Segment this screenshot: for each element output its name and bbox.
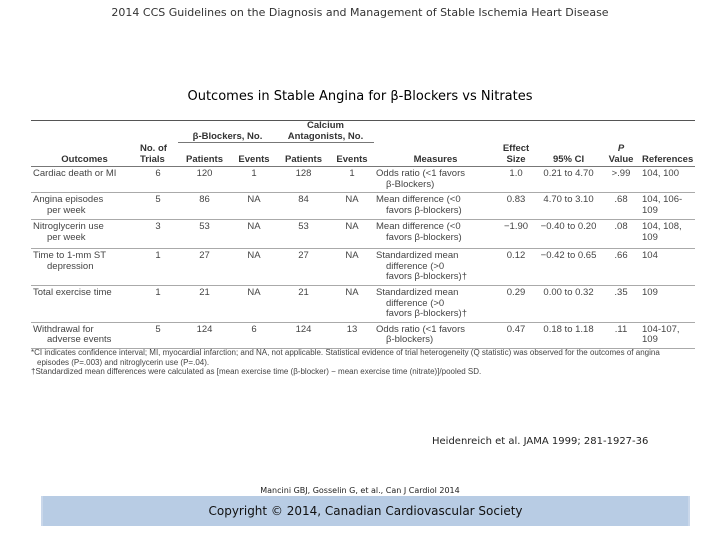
table-row: [31, 220, 695, 249]
cell-effect-size: 0.83: [497, 193, 535, 220]
cell-p-value: .68: [602, 193, 640, 220]
cell-measure: Odds ratio (<1 favors β-Blockers): [374, 167, 497, 193]
header-title: 2014 CCS Guidelines on the Diagnosis and Management of Stable Ischemia Heart Disease: [111, 6, 609, 19]
cell-trials: 1: [138, 249, 178, 286]
cell-p-value: >.99: [602, 167, 640, 193]
group-spacer: [31, 121, 138, 143]
cell-cca-patients: 128: [277, 167, 330, 193]
table-column-header-row: [31, 143, 695, 167]
table-row: [31, 167, 695, 193]
citation-heidenreich: Heidenreich et al. JAMA 1999; 281-1927-36: [432, 436, 649, 447]
column-header-p-value: P Value: [602, 143, 640, 167]
cell-bb-patients: 21: [178, 286, 231, 323]
cell-effect-size: 0.29: [497, 286, 535, 323]
cell-cca-events: 1: [330, 167, 374, 193]
table-row: [31, 286, 695, 323]
cell-measure: Odds ratio (<1 favors β-blockers): [374, 322, 497, 348]
outcomes-table: [31, 121, 695, 349]
cell-cca-events: NA: [330, 220, 374, 249]
cell-trials: 6: [138, 167, 178, 193]
cell-outcome: Angina episodes per week: [31, 193, 138, 220]
citation-mancini: Mancini GBJ, Gosselin G, et al., Can J Cardiol 2014: [260, 486, 460, 495]
cell-effect-size: −1.90: [497, 220, 535, 249]
cell-cca-events: 13: [330, 322, 374, 348]
footnote-heterogeneity: episodes (P=.003) and nitroglycerin use (P=.04).: [37, 357, 210, 367]
copyright-text: Copyright © 2014, Canadian Cardiovascular Society: [208, 504, 523, 518]
footnote-abbreviations: *CI indicates confidence interval; MI, myocardial infarction; and NA, not applicable. Statistical evidence of trial heterogeneity (Q statistic) was observed for the outcomes of angina: [31, 348, 660, 357]
cell-effect-size: 0.47: [497, 322, 535, 348]
cell-effect-size: 1.0: [497, 167, 535, 193]
cell-ci: 4.70 to 3.10: [535, 193, 602, 220]
column-header-outcomes: Outcomes: [31, 143, 138, 167]
cell-bb-events: NA: [231, 286, 277, 323]
cell-ci: 0.18 to 1.18: [535, 322, 602, 348]
cell-ci: 0.21 to 4.70: [535, 167, 602, 193]
cell-ci: −0.42 to 0.65: [535, 249, 602, 286]
cell-trials: 5: [138, 193, 178, 220]
cell-bb-patients: 120: [178, 167, 231, 193]
cell-measure: Standardized mean difference (>0 favors β-blockers)†: [374, 249, 497, 286]
table-footnotes: [31, 348, 695, 377]
slide-title: Outcomes in Stable Angina for β-Blockers vs Nitrates: [187, 89, 533, 104]
cell-outcome: Nitroglycerin use per week: [31, 220, 138, 249]
cell-measure: Mean difference (<0 favors β-blockers): [374, 220, 497, 249]
cell-measure: Standardized mean difference (>0 favors β-blockers)†: [374, 286, 497, 323]
column-header-bb-patients: Patients: [178, 143, 231, 167]
column-header-measures: Measures: [374, 143, 497, 167]
group-spacer: [497, 121, 535, 143]
cell-bb-events: 1: [231, 167, 277, 193]
cell-cca-patients: 27: [277, 249, 330, 286]
cell-p-value: .11: [602, 322, 640, 348]
table-row: [31, 249, 695, 286]
cell-measure: Mean difference (<0 favors β-blockers): [374, 193, 497, 220]
cell-references: 104: [640, 249, 695, 286]
cell-bb-events: NA: [231, 249, 277, 286]
group-header-beta-blockers: β-Blockers, No.: [178, 121, 277, 143]
cell-bb-patients: 86: [178, 193, 231, 220]
cell-p-value: .66: [602, 249, 640, 286]
footnote-standardized-mean: †Standardized mean differences were calculated as [mean exercise time (β-blocker) − mean exercise time (nitrate)]/pooled SD.: [31, 367, 482, 376]
cell-cca-events: NA: [330, 193, 374, 220]
cell-bb-patients: 27: [178, 249, 231, 286]
cell-references: 109: [640, 286, 695, 323]
table-group-header-row: [31, 121, 695, 143]
group-spacer: [138, 121, 178, 143]
cell-cca-patients: 124: [277, 322, 330, 348]
cell-trials: 3: [138, 220, 178, 249]
cell-bb-events: NA: [231, 220, 277, 249]
group-spacer: [535, 121, 602, 143]
cell-cca-events: NA: [330, 286, 374, 323]
cell-bb-patients: 53: [178, 220, 231, 249]
cell-outcome: Withdrawal for adverse events: [31, 322, 138, 348]
outcomes-table-container: [31, 120, 695, 349]
cell-cca-patients: 21: [277, 286, 330, 323]
cell-p-value: .08: [602, 220, 640, 249]
column-header-bb-events: Events: [231, 143, 277, 167]
column-header-references: References: [640, 143, 695, 167]
cell-references: 104, 100: [640, 167, 695, 193]
table-row: [31, 193, 695, 220]
cell-ci: 0.00 to 0.32: [535, 286, 602, 323]
cell-trials: 1: [138, 286, 178, 323]
cell-bb-events: 6: [231, 322, 277, 348]
cell-cca-patients: 53: [277, 220, 330, 249]
cell-cca-events: NA: [330, 249, 374, 286]
cell-references: 104, 108, 109: [640, 220, 695, 249]
column-header-cca-patients: Patients: [277, 143, 330, 167]
copyright-bar: [41, 496, 690, 526]
column-header-ci: 95% CI: [535, 143, 602, 167]
cell-cca-patients: 84: [277, 193, 330, 220]
group-spacer: [374, 121, 497, 143]
cell-references: 104, 106-109: [640, 193, 695, 220]
cell-references: 104-107, 109: [640, 322, 695, 348]
cell-bb-patients: 124: [178, 322, 231, 348]
cell-ci: −0.40 to 0.20: [535, 220, 602, 249]
column-header-effect-size: Effect Size: [497, 143, 535, 167]
cell-effect-size: 0.12: [497, 249, 535, 286]
table-row: [31, 322, 695, 348]
column-header-trials: No. of Trials: [138, 143, 178, 167]
cell-outcome: Cardiac death or MI: [31, 167, 138, 193]
cell-bb-events: NA: [231, 193, 277, 220]
group-spacer: [602, 121, 640, 143]
group-spacer: [640, 121, 695, 143]
cell-outcome: Time to 1-mm ST depression: [31, 249, 138, 286]
group-header-calcium-antagonists: Calcium Antagonists, No.: [277, 121, 374, 143]
column-header-cca-events: Events: [330, 143, 374, 167]
cell-outcome: Total exercise time: [31, 286, 138, 323]
cell-trials: 5: [138, 322, 178, 348]
cell-p-value: .35: [602, 286, 640, 323]
